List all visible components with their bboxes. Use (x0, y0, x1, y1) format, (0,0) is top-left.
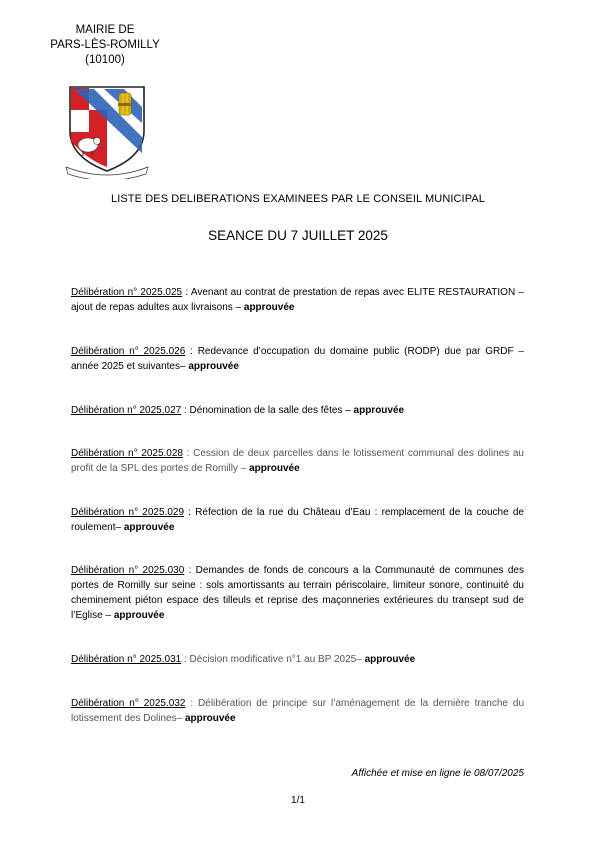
list-title: LISTE DES DELIBERATIONS EXAMINEES PAR LE CONSEIL MUNICIPAL (111, 193, 485, 205)
seance-title: SEANCE DU 7 JUILLET 2025 (208, 228, 388, 243)
publication-note: Affichée et mise en ligne le 08/07/2025 (351, 768, 524, 779)
mairie-header (30, 23, 180, 68)
deliberation-number: Délibération n° 2025.030 (71, 565, 185, 576)
deliberation-description: : Décision modificative n°1 au BP 2025– (181, 654, 365, 665)
deliberation-item (71, 696, 524, 726)
deliberation-description: : Cession de deux parcelles dans le lotissement communal des dolines au profit de la SPL des portes de Romilly – (71, 448, 524, 474)
deliberation-status: approuvée (353, 405, 405, 416)
deliberation-number: Délibération n° 2025.026 (71, 346, 186, 357)
deliberation-status: approuvée (123, 522, 175, 533)
deliberation-status: approuvée (364, 654, 416, 665)
deliberation-status: approuvée (184, 713, 236, 724)
deliberation-number: Délibération n° 2025.027 (71, 405, 182, 416)
deliberation-item (71, 505, 524, 535)
deliberation-item (71, 446, 524, 476)
deliberation-description: : Redevance d’occupation du domaine public (RODP) due par GRDF – année 2025 et suivantes– (71, 346, 524, 372)
deliberation-item (71, 403, 524, 418)
deliberation-description: : Demandes de fonds de concours a la Communauté de communes des portes de Romilly sur seine : sols amortissants au terrain périscolaire, limiteur sonore, continuité du cheminement piéton espace des tilleuls et reprise des maçonneries extérieures du transept sud de l’Eglise – (71, 565, 524, 621)
deliberation-description: : Avenant au contrat de prestation de repas avec ELITE RESTAURATION – ajout de repas adultes aux livraisons – (71, 287, 524, 313)
wheat-sheaf-icon (118, 93, 132, 115)
deliberation-status: approuvée (188, 361, 239, 372)
deliberation-description: : Délibération de principe sur l’aménagement de la dernière tranche du lotissement des Dolines– (71, 698, 525, 724)
deliberation-status: approuvée (243, 302, 295, 313)
coat-of-arms-icon (64, 79, 150, 179)
mairie-line2: PARS-LÈS-ROMILLY (50, 39, 160, 51)
deliberation-item (71, 652, 524, 667)
deliberation-number: Délibération n° 2025.029 (71, 507, 185, 518)
deliberation-number: Délibération n° 2025.031 (71, 654, 182, 665)
deliberation-status: approuvée (249, 463, 300, 474)
mairie-line1: MAIRIE DE (75, 24, 135, 36)
deliberation-item (71, 563, 524, 623)
deliberation-item (71, 344, 524, 374)
page-number: 1/1 (291, 795, 305, 806)
deliberation-status: approuvée (113, 610, 165, 621)
deliberation-number: Délibération n° 2025.025 (71, 287, 183, 298)
mairie-line3: (10100) (85, 54, 125, 66)
deliberation-description: : Réfection de la rue du Château d’Eau : remplacement de la couche de roulement– (71, 507, 524, 533)
deliberation-number: Délibération n° 2025.032 (71, 698, 186, 709)
deliberation-item (71, 285, 524, 315)
deliberation-description: : Dénomination de la salle des fêtes – (181, 405, 354, 416)
deliberation-number: Délibération n° 2025.028 (71, 448, 183, 459)
